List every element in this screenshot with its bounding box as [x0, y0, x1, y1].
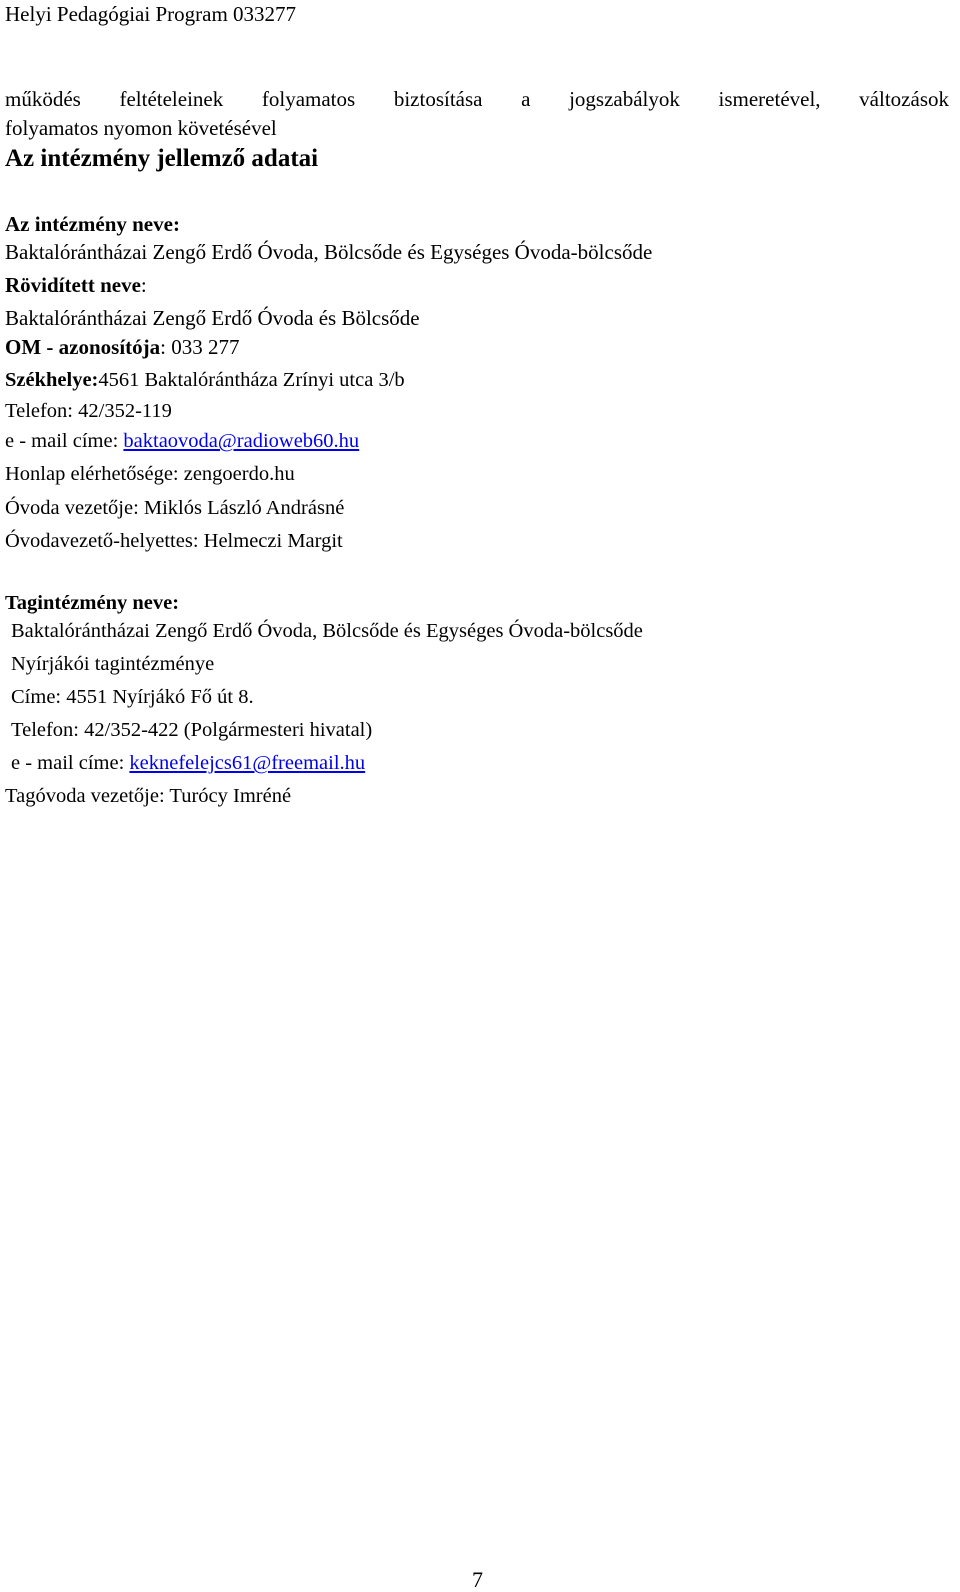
intro-line-1: működés feltételeinek folyamatos biztosítása a jogszabályok ismeretével, változások	[5, 87, 949, 111]
member-institution-label: Tagintézmény neve:	[5, 592, 180, 614]
institution-name-label: Az intézmény neve:	[5, 212, 180, 236]
head-row: Óvoda vezetője: Miklós László Andrásné	[5, 497, 345, 519]
page-header: Helyi Pedagógiai Program 033277	[5, 2, 297, 26]
page-number: 7	[472, 1567, 483, 1592]
institution-email-row	[5, 429, 359, 453]
member-email-label: e - mail címe:	[11, 752, 130, 774]
institution-name-value: Baktalórántházai Zengő Erdő Óvoda, Bölcsőde és Egységes Óvoda-bölcsőde	[5, 240, 653, 264]
seat-value: 4561 Baktalórántháza Zrínyi utca 3/b	[98, 369, 405, 391]
short-name-value: Baktalórántházai Zengő Erdő Óvoda és Bölcsőde	[5, 306, 420, 330]
section-title: Az intézmény jellemző adatai	[5, 145, 319, 172]
member-name-line-2: Nyírjákói tagintézménye	[11, 653, 215, 675]
website-row: Honlap elérhetősége: zengoerdo.hu	[5, 463, 295, 485]
member-email-row	[11, 751, 365, 775]
member-head: Tagóvoda vezetője: Turócy Imréné	[5, 785, 292, 807]
member-email-link[interactable]: keknefelejcs61@freemail.hu	[129, 752, 366, 774]
institution-email-link[interactable]: baktaovoda@radioweb60.hu	[123, 430, 360, 452]
short-name-row	[5, 273, 147, 297]
deputy-row: Óvodavezető-helyettes: Helmeczi Margit	[5, 530, 343, 552]
intro-line-2: folyamatos nyomon követésével	[5, 116, 277, 140]
short-name-separator: :	[140, 273, 147, 297]
om-row	[5, 335, 240, 359]
om-value: : 033 277	[160, 335, 240, 359]
om-label: OM - azonosítója	[5, 335, 161, 359]
short-name-label: Rövidített neve	[5, 273, 141, 297]
member-phone: Telefon: 42/352-422 (Polgármesteri hivatal)	[11, 719, 373, 741]
seat-label: Székhelye:	[5, 369, 99, 391]
seat-row	[5, 368, 405, 392]
member-address: Címe: 4551 Nyírjákó Fő út 8.	[11, 686, 254, 708]
institution-phone: Telefon: 42/352-119	[5, 400, 172, 422]
member-name-line-1: Baktalórántházai Zengő Erdő Óvoda, Bölcsőde és Egységes Óvoda-bölcsőde	[11, 620, 643, 642]
institution-email-label: e - mail címe:	[5, 430, 124, 452]
